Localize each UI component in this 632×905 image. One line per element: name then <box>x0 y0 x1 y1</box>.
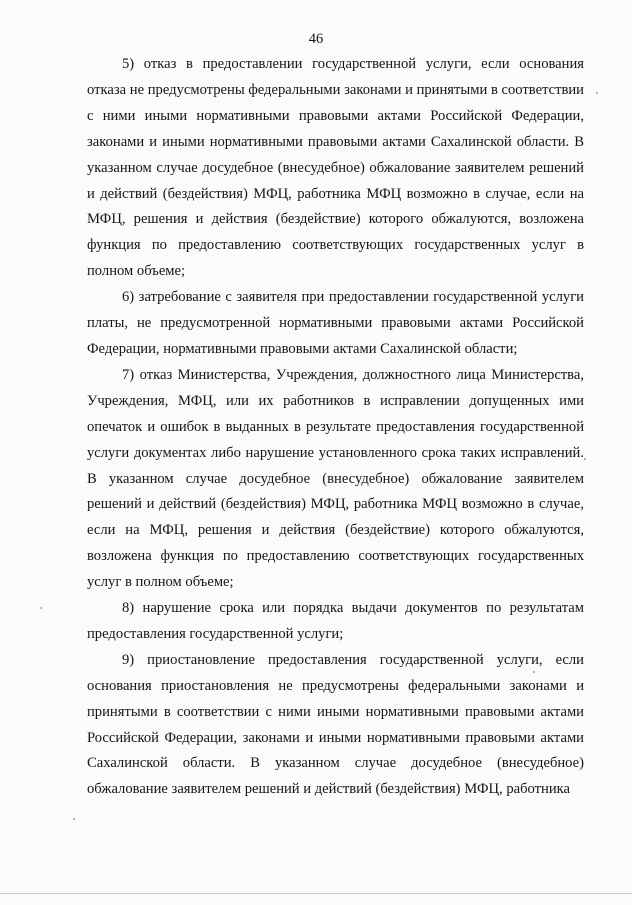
scan-speck <box>73 818 75 820</box>
paragraph-item-8: 8) нарушение срока или порядка выдачи документов по результатам предоставления государственной услуги; <box>87 600 584 642</box>
paragraph-item-5: 5) отказ в предоставлении государственной услуги, если основания отказа не предусмотрены федеральными законами и принятыми в соответствии с ними иными нормативными правовыми актами Российской Федерации, законами и иными нормативными правовыми актами Сахалинской области. В указанном случае досудебное (внесудебное) обжалование заявителем решений и действий (бездействия) МФЦ, работника МФЦ возможно в случае, если на МФЦ, решения и действия (бездействие) которого обжалуются, возложена функция по предоставлению соответствующих государственных услуг в полном объеме; <box>87 56 584 280</box>
paragraph-item-9: 9) приостановление предоставления государственной услуги, если основания приостановления не предусмотрены федеральными законами и принятыми в соответствии с ними иными нормативными правовыми актами Российской Федерации, законами и иными нормативными правовыми актами Сахалинской области. В указанном случае досудебное (внесудебное) обжалование заявителем решений и действий (бездействия) МФЦ, работника <box>87 651 584 798</box>
page-number: 46 <box>308 31 324 47</box>
scan-speck <box>584 458 586 460</box>
scan-speck <box>533 671 535 673</box>
paragraph-item-7: 7) отказ Министерства, Учреждения, должностного лица Министерства, Учреждения, МФЦ, или их работников в исправлении допущенных ими опечаток и ошибок в выданных в результате предоставления государственной услуги документах либо нарушение установленного срока таких исправлений. В указанном случае досудебное (внесудебное) обжалование заявителем решений и действий (бездействия) МФЦ, работника МФЦ возможно в случае, если на МФЦ, решения и действия (бездействие) которого обжалуются, возложена функция по предоставлению соответствующих государственных услуг в полном объеме; <box>87 366 584 591</box>
scan-speck <box>40 607 42 609</box>
scan-speck <box>596 92 598 94</box>
document-body <box>87 52 584 803</box>
scan-edge-line <box>0 893 632 894</box>
paragraph-item-6: 6) затребование с заявителя при предоставлении государственной услуги платы, не предусмотренной нормативными правовыми актами Российской Федерации, нормативными правовыми актами Сахалинской области; <box>87 289 584 357</box>
